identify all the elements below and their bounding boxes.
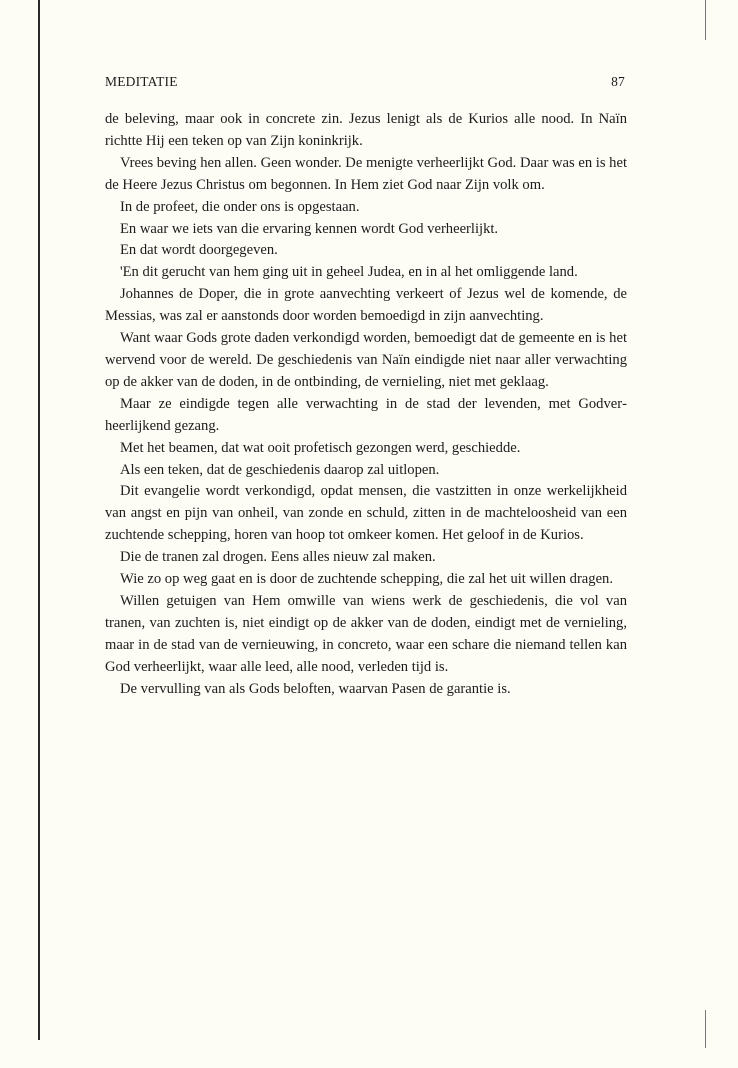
paragraph: Maar ze eindigde tegen alle verwachting in de stad der levenden, met Godverheerlijkend gezang. bbox=[105, 395, 627, 434]
paragraph: 'En dit gerucht van hem ging uit in geheel Judea, en in al het omliggende land. bbox=[120, 264, 578, 281]
paragraph: de beleving, maar ook in concrete zin. Jezus lenigt als de Kurios alle nood. In Naïn richtte Hij een teken op van Zijn koninkrijk. bbox=[105, 111, 627, 149]
paragraph: Want waar Gods grote daden verkondigd worden, bemoedigt dat de gemeente en is het wervend voor de wereld. De geschiedenis van Naïn eindigde niet naar aller verwachting op de akker van de doden, in de ontbinding, de vernieling, niet met geklaag. bbox=[105, 330, 627, 390]
running-title: MEDITATIE bbox=[105, 74, 178, 89]
paragraph: Die de tranen zal drogen. Eens alles nieuw zal maken. bbox=[120, 549, 436, 566]
scan-right-edge-bottom bbox=[705, 1010, 706, 1048]
paragraph: Wie zo op weg gaat en is door de zuchtende schepping, die zal het uit willen dragen. bbox=[120, 571, 613, 588]
paragraph: De vervulling van als Gods beloften, waarvan Pasen de garantie is. bbox=[120, 680, 511, 697]
paragraph: In de profeet, die onder ons is opgestaan. bbox=[120, 198, 360, 215]
paragraph: Dit evangelie wordt verkondigd, opdat mensen, die vastzitten in onze werkelijkheid van angst en pijn van onheil, van zonde en schuld, zitten in de machteloosheid van een zuchtende schepping, horen van hoop tot omkeer komen. Het geloof in de Kurios. bbox=[105, 483, 627, 544]
paragraph: Vrees beving hen allen. Geen wonder. De menigte verheerlijkt God. Daar was en is het de Heere Jezus Christus om begonnen. In Hem ziet God naar Zijn volk om. bbox=[105, 154, 627, 193]
paragraph: Willen getuigen van Hem omwille van wiens werk de geschiedenis, die vol van tranen, van zuchten is, niet eindigt op de akker van de doden, eindigt met de vernieling, maar in de stad van de vernieuwing, in concreto, waar een schare die niemand tellen kan God verheerlijkt, waar alle leed, alle nood, verleden tijd is. bbox=[105, 592, 627, 675]
scan-right-edge bbox=[705, 0, 706, 40]
paragraph: En waar we iets van die ervaring kennen wordt God verheerlijkt. bbox=[120, 220, 499, 237]
paragraph: Met het beamen, dat wat ooit profetisch gezongen werd, geschiedde. bbox=[120, 439, 521, 456]
scan-left-edge bbox=[38, 0, 40, 1040]
paragraph: En dat wordt doorgegeven. bbox=[120, 242, 278, 259]
paragraph: Johannes de Doper, die in grote aanvechting verkeert of Jezus wel de komende, de Messias, was zal er aanstonds door worden bemoedigd in zijn aanvechting. bbox=[105, 286, 627, 325]
page-number: 87 bbox=[611, 74, 625, 89]
body-text bbox=[105, 109, 627, 700]
paragraph: Als een teken, dat de geschiedenis daarop zal uitlopen. bbox=[120, 461, 440, 478]
